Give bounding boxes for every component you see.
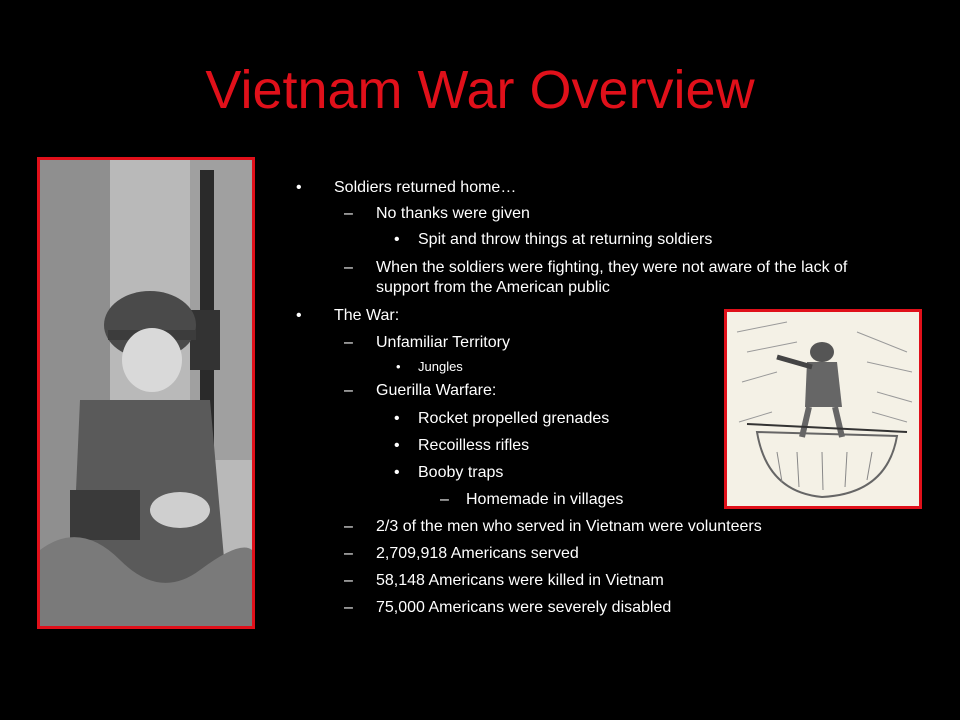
bullet-item — [296, 306, 400, 326]
bullet-item — [296, 178, 517, 198]
bullet-text: 2/3 of the men who served in Vietnam were volunteers — [376, 518, 762, 535]
bullet-marker: – — [344, 334, 353, 351]
bullet-marker: – — [344, 205, 353, 222]
bullet-text: The War: — [334, 307, 400, 324]
bullet-item — [394, 230, 713, 250]
bullet-item — [394, 436, 530, 456]
bullet-text: 58,148 Americans were killed in Vietnam — [376, 572, 664, 589]
bullet-marker: • — [394, 437, 400, 454]
slide-title: Vietnam War Overview — [205, 60, 755, 120]
bullet-marker: • — [394, 410, 400, 427]
bullet-text: Jungles — [418, 359, 463, 374]
bullet-item — [344, 204, 530, 224]
bullet-item — [344, 598, 672, 618]
bullet-marker: • — [394, 231, 400, 248]
bullet-marker: – — [344, 599, 353, 616]
bullet-text: Spit and throw things at returning soldiers — [418, 231, 713, 248]
bullet-marker: – — [344, 518, 353, 535]
bullet-marker: – — [440, 491, 449, 508]
bullet-text: No thanks were given — [376, 205, 530, 222]
bullet-text: Guerilla Warfare: — [376, 382, 497, 399]
bullet-text: Homemade in villages — [466, 491, 624, 508]
bullet-marker: – — [344, 545, 353, 562]
bullet-text: Unfamiliar Territory — [376, 334, 510, 351]
bullet-marker: – — [344, 382, 353, 399]
bullet-marker: • — [296, 179, 302, 196]
bullet-text: Soldiers returned home… — [334, 179, 517, 196]
bullet-text: 75,000 Americans were severely disabled — [376, 599, 672, 616]
bullet-item — [344, 258, 876, 298]
bullet-item — [344, 571, 664, 591]
bullet-marker: • — [396, 359, 401, 374]
bullet-item — [440, 490, 624, 510]
bullet-marker: – — [344, 259, 353, 276]
bullet-item — [344, 381, 497, 401]
bullet-item — [344, 333, 510, 353]
bullet-marker: • — [296, 307, 302, 324]
bullet-text: Rocket propelled grenades — [418, 410, 610, 427]
bullet-item — [344, 544, 579, 564]
bullet-item — [394, 409, 610, 429]
bullet-marker: • — [394, 464, 400, 481]
bullet-item — [344, 517, 762, 537]
bullet-item — [396, 358, 463, 376]
bullet-text: 2,709,918 Americans served — [376, 545, 579, 562]
bullet-text: Recoilless rifles — [418, 437, 530, 454]
bullet-item — [394, 463, 504, 483]
bullet-text: When the soldiers were fighting, they were not aware of the lack of support from the American public — [376, 259, 848, 296]
bullet-marker: – — [344, 572, 353, 589]
bullet-text: Booby traps — [418, 464, 504, 481]
